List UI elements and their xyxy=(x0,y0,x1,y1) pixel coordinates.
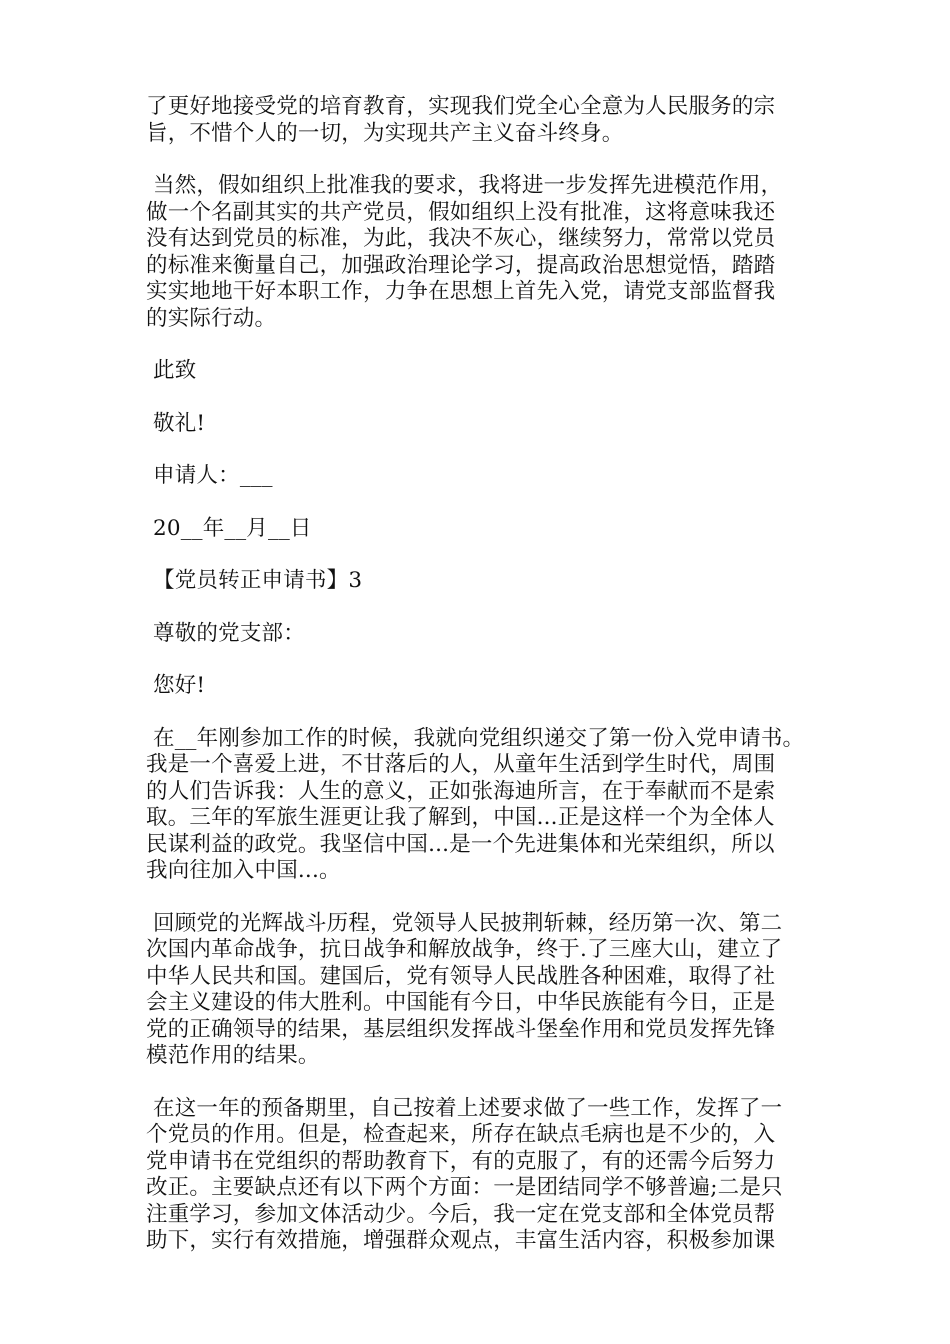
text-line: 您好! xyxy=(146,673,206,698)
text-line: 旨，不惜个人的一切，为实现共产主义奋斗终身。 xyxy=(146,120,624,146)
text-line: 没有达到党员的标准，为此，我决不灰心，继续努力，常常以党员 xyxy=(146,226,776,251)
paragraph xyxy=(146,358,810,385)
paragraph xyxy=(146,621,810,648)
text-line: 中华人民共和国。建国后，党有领导人民战胜各种困难，取得了社 xyxy=(146,963,776,989)
text-line: 了更好地接受党的培育教育，实现我们党全心全意为人民服务的宗 xyxy=(146,94,776,119)
text-line: 【党员转正申请书】3 xyxy=(146,568,363,593)
text-line: 做一个名副其实的共产党员，假如组织上没有批准，这将意味我还 xyxy=(146,199,776,225)
text-line: 敬礼! xyxy=(146,410,206,436)
text-line: 会主义建设的伟大胜利。中国能有今日，中华民族能有今日，正是 xyxy=(146,990,776,1015)
paragraph xyxy=(146,94,810,147)
text-line: 我是一个喜爱上进，不甘落后的人，从童年生活到学生时代，周围 xyxy=(146,752,776,777)
text-line: 改正。主要缺点还有以下两个方面：一是团结同学不够普遍;二是只 xyxy=(146,1175,783,1200)
text-line: 模范作用的结果。 xyxy=(146,1043,320,1068)
text-line: 回顾党的光辉战斗历程，党领导人民披荆斩棘，经历第一次、第二 xyxy=(146,910,783,936)
text-line: 民谋利益的政党。我坚信中国...是一个先进集体和光荣组织，所以 xyxy=(146,831,775,857)
text-line: 我向往加入中国...。 xyxy=(146,858,341,883)
text-line: 的实际行动。 xyxy=(146,305,277,331)
paragraph xyxy=(146,568,810,595)
text-line: 实实地地干好本职工作，力争在思想上首先入党，请党支部监督我 xyxy=(146,279,776,304)
paragraph xyxy=(146,911,810,1070)
text-line: 在__年刚参加工作的时候，我就向党组织递交了第一份入党申请书。 xyxy=(146,725,805,751)
paragraph xyxy=(146,516,810,543)
text-line: 20__年__月__日 xyxy=(146,515,312,541)
paragraph xyxy=(146,463,810,490)
text-line: 助下，实行有效措施，增强群众观点，丰富生活内容，积极参加课 xyxy=(146,1228,776,1253)
document-page xyxy=(146,94,810,1281)
text-line: 注重学习，参加文体活动少。今后，我一定在党支部和全体党员帮 xyxy=(146,1201,776,1227)
paragraph xyxy=(146,173,810,332)
paragraph xyxy=(146,411,810,438)
text-line: 此致 xyxy=(146,358,197,383)
text-line: 个党员的作用。但是，检查起来，所存在缺点毛病也是不少的，入 xyxy=(146,1122,776,1147)
paragraph xyxy=(146,726,810,885)
text-line: 的人们告诉我：人生的意义，正如张海迪所言，在于奉献而不是索 xyxy=(146,778,776,804)
text-line: 申请人：___ xyxy=(146,463,273,488)
text-line: 党申请书在党组织的帮助教育下，有的克服了，有的还需今后努力 xyxy=(146,1148,776,1174)
text-line: 党的正确领导的结果，基层组织发挥战斗堡垒作用和党员发挥先锋 xyxy=(146,1016,776,1042)
text-line: 取。三年的军旅生涯更让我了解到，中国...正是这样一个为全体人 xyxy=(146,805,775,830)
text-line: 的标准来衡量自己，加强政治理论学习，提高政治思想觉悟，踏踏 xyxy=(146,252,776,278)
text-line: 当然，假如组织上批准我的要求，我将进一步发挥先进模范作用， xyxy=(146,173,783,198)
text-line: 次国内革命战争，抗日战争和解放战争，终于.了三座大山，建立了 xyxy=(146,937,783,962)
paragraph xyxy=(146,1096,810,1255)
paragraph xyxy=(146,673,810,700)
text-line: 尊敬的党支部： xyxy=(146,620,305,646)
text-line: 在这一年的预备期里，自己按着上述要求做了一些工作，发挥了一 xyxy=(146,1095,783,1121)
